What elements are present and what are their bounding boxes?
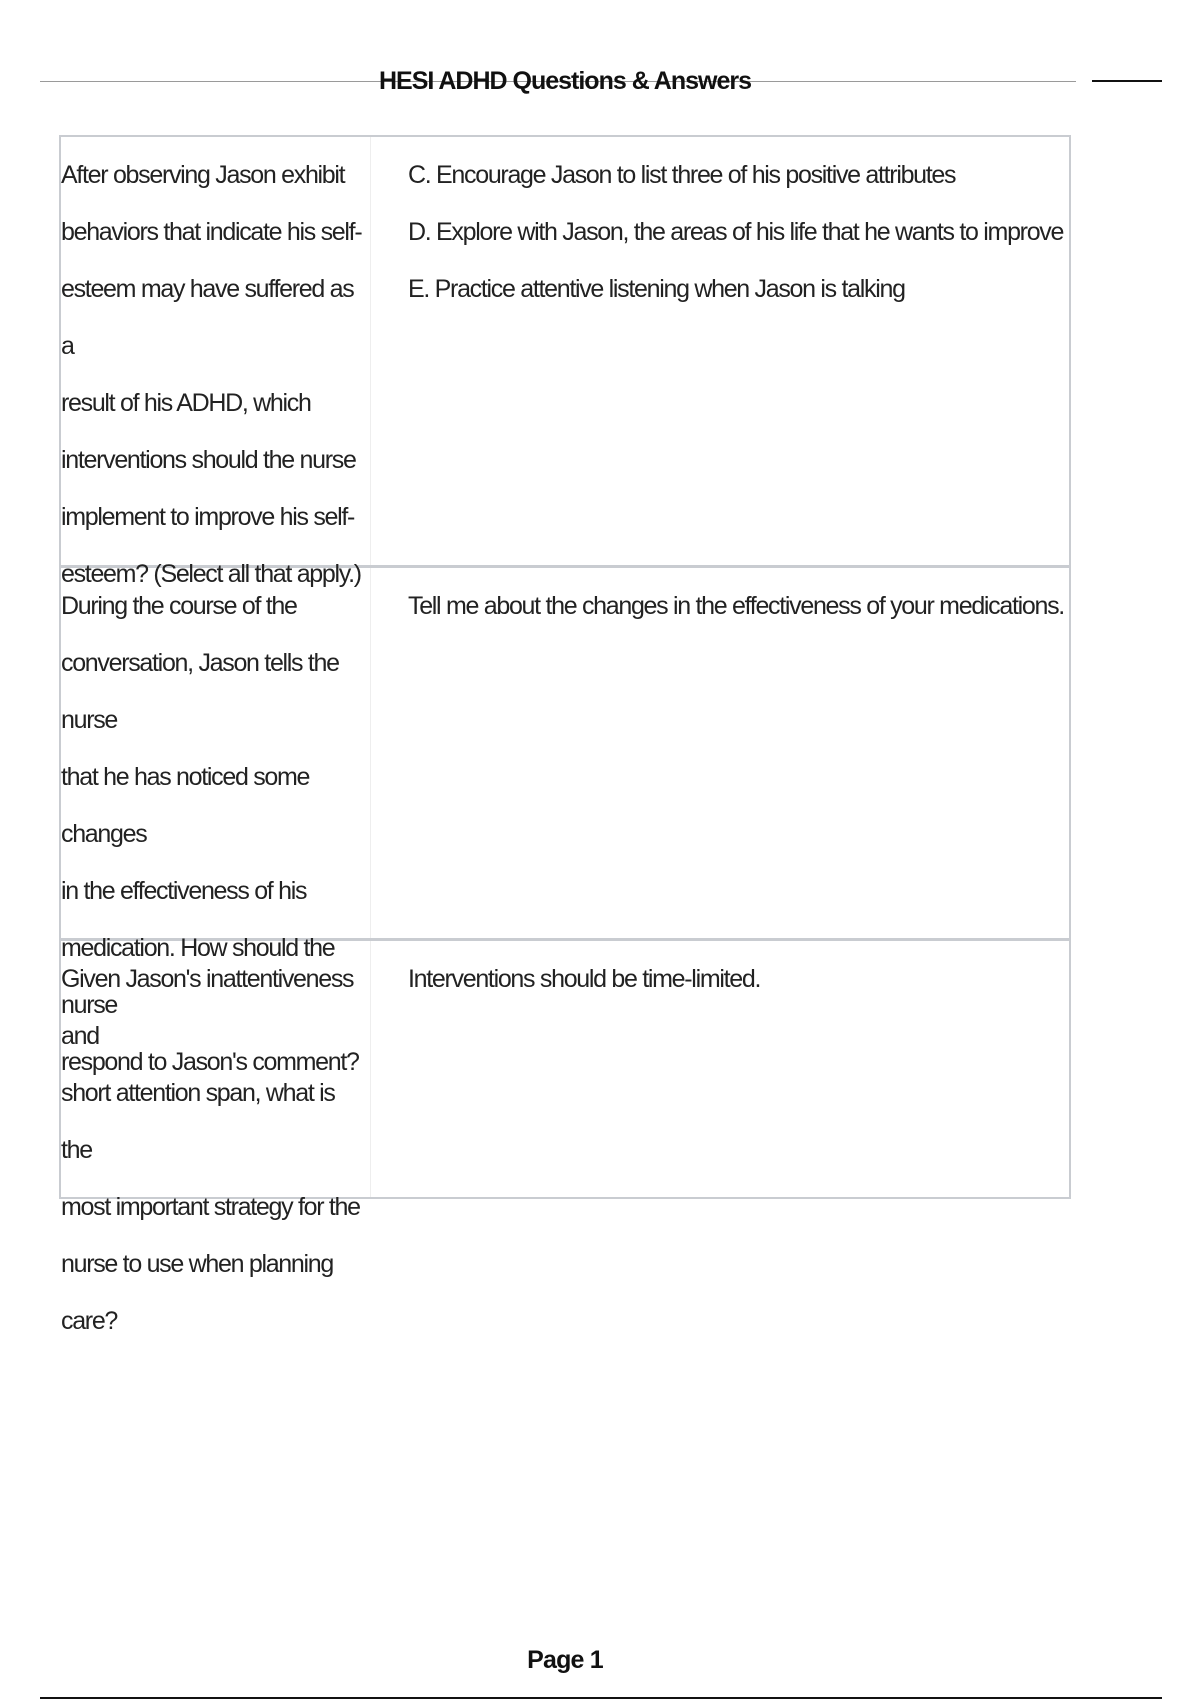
footer-rule xyxy=(40,1697,1162,1699)
question-cell xyxy=(61,568,371,1076)
question-cell xyxy=(61,137,371,588)
table-row xyxy=(61,941,1069,1335)
page-number: Page 1 xyxy=(527,1646,603,1674)
qa-table xyxy=(59,135,1071,1335)
answer-text: Interventions should be time-limited. xyxy=(408,965,761,993)
question-text: Given Jason's inattentiveness and short attention span, what is the most important strategy for the nurse to use when planning care? xyxy=(61,965,360,1335)
answer-text: Tell me about the changes in the effectiveness of your medications. xyxy=(408,592,1064,620)
answer-text: E. Practice attentive listening when Jason is talking xyxy=(408,275,905,303)
document-title: HESI ADHD Questions & Answers xyxy=(378,67,751,95)
answer-text: D. Explore with Jason, the areas of his life that he wants to improve xyxy=(408,218,1064,246)
answer-cell xyxy=(371,941,1069,1197)
question-cell xyxy=(61,941,371,1335)
answer-cell xyxy=(371,137,1069,565)
answer-cell xyxy=(371,568,1069,938)
question-text: After observing Jason exhibit behaviors that indicate his self- esteem may have suffered as a result of his ADHD, which interventions should the nurse implement to improve his self- esteem? (Select all that apply.) xyxy=(61,161,362,588)
answer-text: C. Encourage Jason to list three of his positive attributes xyxy=(408,161,956,189)
table-row xyxy=(61,137,1069,588)
question-text: During the course of the conversation, Jason tells the nurse that he has noticed some changes in the effectiveness of his medication. How should the nurse respond to Jason's comment? xyxy=(61,592,359,1076)
